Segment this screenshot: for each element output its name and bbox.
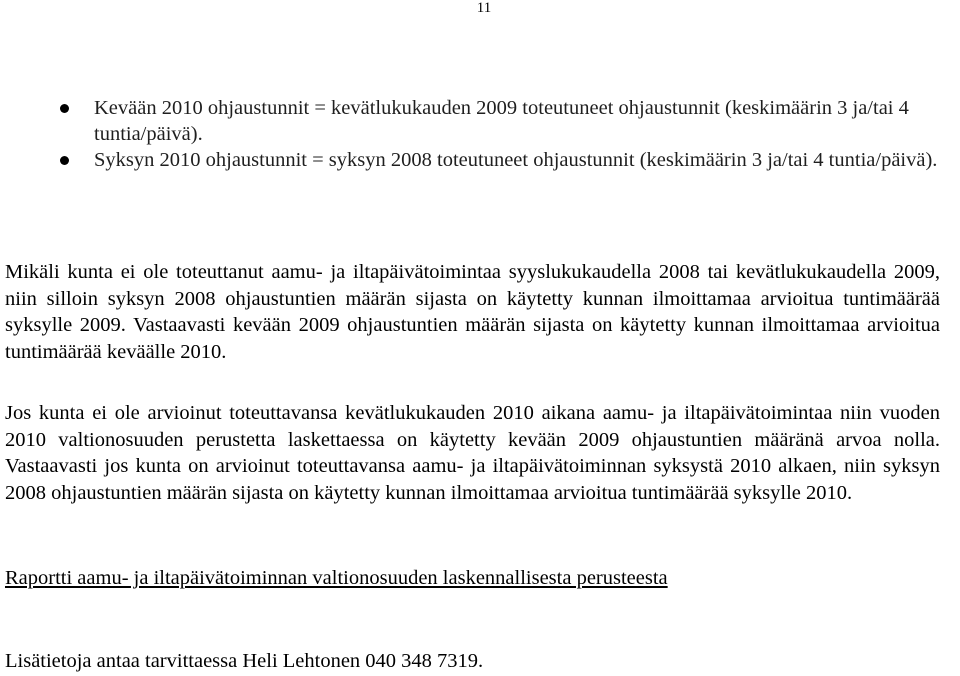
bullet-text: Kevään 2010 ohjaustunnit = kevätlukukauden 2009 toteutuneet ohjaustunnit (keskimäärin 3 ja/tai 4 tuntia/päivä). <box>94 97 909 145</box>
report-link[interactable]: Raportti aamu- ja iltapäivätoiminnan valtionosuuden laskennallisesta perusteesta <box>5 567 668 589</box>
paragraph-no-activity: Mikäli kunta ei ole toteuttanut aamu- ja iltapäivätoimintaa syyslukukaudella 2008 tai kevätlukukaudella 2009, niin silloin syksyn 2008 ohjaustuntien määrän sijasta on käytetty kunnan ilmoittamaa arvioitua tuntimäärää syksylle 2009. Vastaavasti kevään 2009 ohjaustuntien määrän sijasta on käytetty kunnan ilmoittamaa arvioitua tuntimäärää keväälle 2010. <box>5 261 940 363</box>
bullet-list <box>0 95 960 173</box>
bullet-item-autumn <box>0 147 958 173</box>
paragraph-not-estimated: Jos kunta ei ole arvioinut toteuttavansa kevätlukukauden 2010 aikana aamu- ja iltapäivätoimintaa niin vuoden 2010 valtionosuuden perustetta laskettaessa on käytetty kevään 2009 ohjaustuntien määränä arvoa nolla. Vastaavasti jos kunta on arvioinut toteuttavansa aamu- ja iltapäivätoiminnan syksystä 2010 alkaen, niin syksyn 2008 ohjaustuntien määrän sijasta on käytetty kunnan ilmoittamaa arvioitua tuntimäärää syksylle 2010. <box>5 402 940 504</box>
contact-info: Lisätietoja antaa tarvittaessa Heli Lehtonen 040 348 7319. <box>5 650 484 672</box>
bullet-icon <box>60 156 69 165</box>
bullet-item-spring <box>0 95 958 147</box>
bullet-icon <box>60 104 69 113</box>
bullet-text: Syksyn 2010 ohjaustunnit = syksyn 2008 toteutuneet ohjaustunnit (keskimäärin 3 ja/tai 4 tuntia/päivä). <box>94 149 938 171</box>
page-number: 11 <box>476 0 492 16</box>
